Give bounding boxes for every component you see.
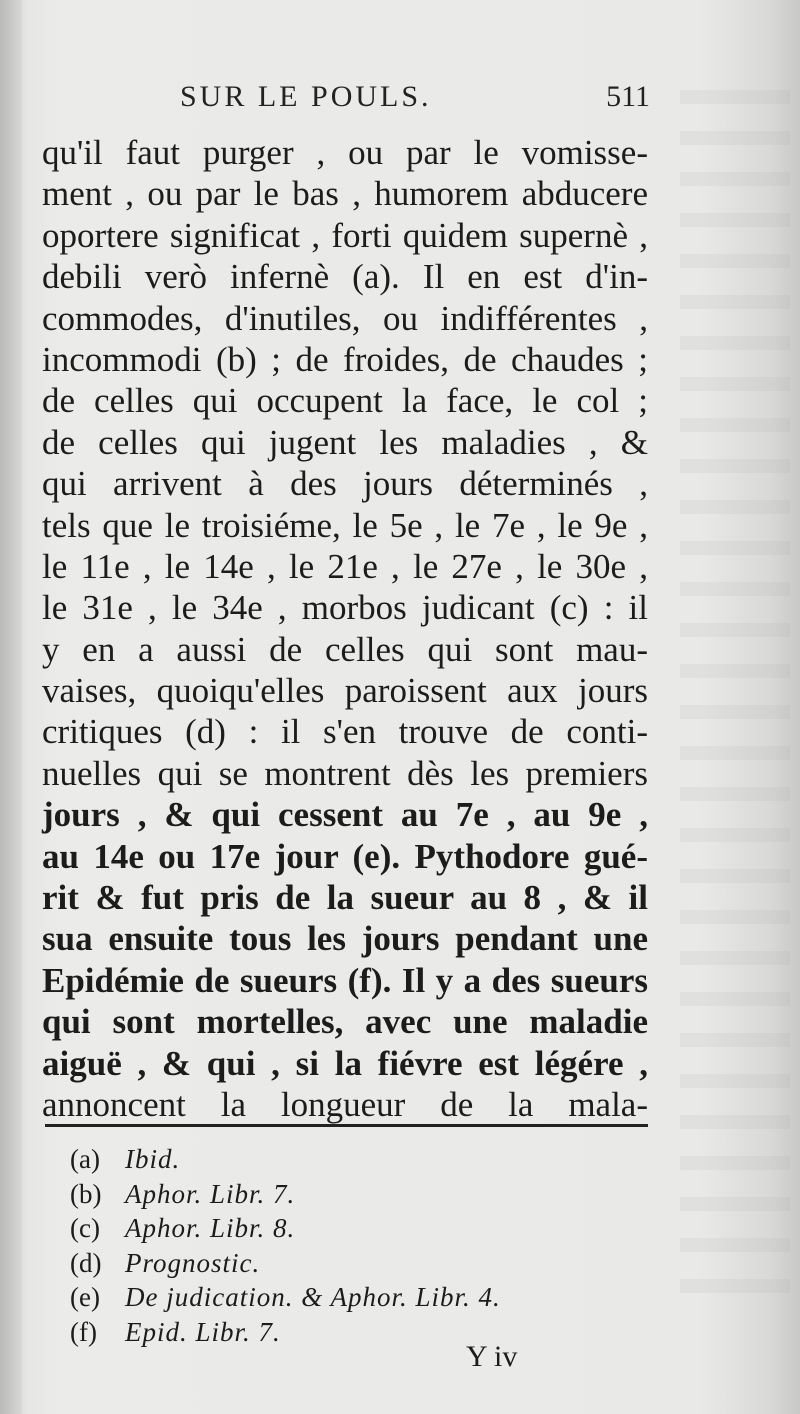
body-line: ment , ou par le bas , humorem abducere <box>42 174 648 214</box>
footnote <box>70 1142 630 1177</box>
body-line: vaises, quoiqu'elles paroissent aux jours <box>42 671 648 711</box>
running-head-title: SUR LE POULS. <box>180 80 432 113</box>
footnote <box>70 1246 630 1281</box>
footnote-text: Epid. Libr. 7. <box>125 1316 281 1347</box>
footnote <box>70 1177 630 1212</box>
body-line: nuelles qui se montrent dès les premiers <box>42 753 648 793</box>
body-line: qu'il faut purger , ou par le vomisse- <box>42 133 648 172</box>
body-line: rit & fut pris de la sueur au 8 , & il <box>42 878 648 918</box>
body-line: au 14e ou 17e jour (e). Pythodore gué- <box>42 836 648 876</box>
body-line: debili verò infernè (a). Il en est d'in- <box>42 257 648 297</box>
footnote-mark: (b) <box>70 1178 102 1209</box>
footnote-mark: (d) <box>70 1247 102 1278</box>
body-line: critiques (d) : il s'en trouve de conti- <box>42 712 648 752</box>
body-line: de celles qui occupent la face, le col ; <box>42 381 648 421</box>
footnote <box>70 1211 630 1246</box>
body-line: incommodi (b) ; de froides, de chaudes ; <box>42 339 648 379</box>
show-through <box>680 90 790 1320</box>
footnote-text: Aphor. Libr. 8. <box>125 1213 296 1243</box>
body-line: le 11e , le 14e , le 21e , le 27e , le 30e , <box>42 546 648 586</box>
body-line: y en a aussi de celles qui sont mau- <box>42 629 648 669</box>
footnote-mark: (e) <box>70 1282 100 1312</box>
body-line: annoncent la longueur de la mala- <box>42 1084 648 1124</box>
page-gutter <box>0 0 22 1414</box>
body-line: le 31e , le 34e , morbos judicant (c) : il <box>42 588 648 628</box>
body-line: aiguë , & qui , si la fiévre est légére , <box>42 1043 648 1083</box>
footnote <box>70 1315 630 1350</box>
footnote-text: Ibid. <box>125 1144 181 1174</box>
body-line: tels que le troisiéme, le 5e , le 7e , le 9e , <box>42 505 648 545</box>
signature-mark: Y iv <box>466 1340 518 1373</box>
body-line: oportere significat , forti quidem supernè , <box>42 215 648 255</box>
running-head <box>180 80 650 120</box>
footnote-rule <box>45 1124 648 1127</box>
footnote-text: De judication. & Aphor. Libr. 4. <box>125 1282 501 1312</box>
page-number: 511 <box>606 80 650 113</box>
body-line: jours , & qui cessent au 7e , au 9e , <box>42 795 648 835</box>
body-text <box>42 132 648 1125</box>
footnote-mark: (c) <box>70 1213 100 1243</box>
footnote <box>70 1280 630 1315</box>
body-line: qui arrivent à des jours déterminés , <box>42 464 648 504</box>
footnote-text: Aphor. Libr. 7. <box>125 1178 296 1209</box>
footnotes <box>70 1142 630 1349</box>
footnote-text: Prognostic. <box>125 1247 261 1278</box>
footnote-mark: (a) <box>70 1144 100 1174</box>
body-line: de celles qui jugent les maladies , & <box>42 422 648 462</box>
body-line: qui sont mortelles, avec une maladie <box>42 1002 648 1042</box>
body-line: commodes, d'inutiles, ou indifférentes , <box>42 298 648 338</box>
footnote-mark: (f) <box>70 1316 97 1347</box>
body-line: sua ensuite tous les jours pendant une <box>42 919 648 959</box>
body-line: Epidémie de sueurs (f). Il y a des sueurs <box>42 960 648 1000</box>
